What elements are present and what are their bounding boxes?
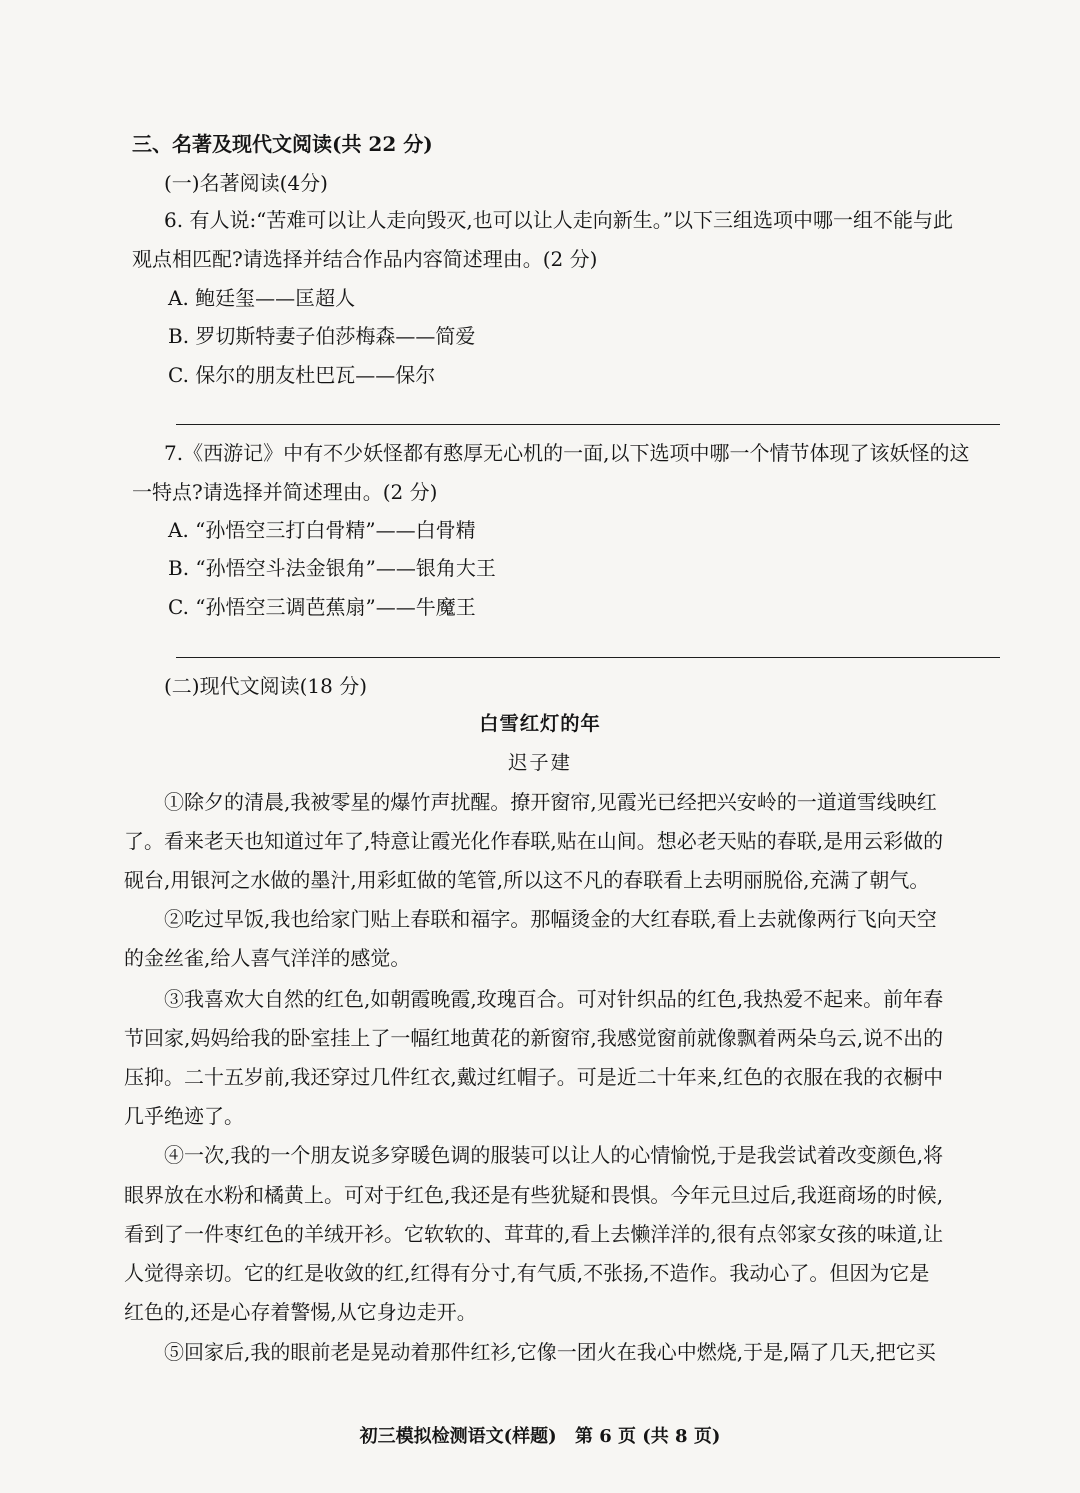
article-paragraph-3-line-1: ③我喜欢大自然的红色,如朝霞晚霞,玫瑰百合。可对针织品的红色,我热爱不起来。前年春 [164,987,944,1011]
q7-answer-line[interactable] [176,657,1000,658]
article-paragraph-1-line-1: ①除夕的清晨,我被零星的爆竹声扰醒。撩开窗帘,见霞光已经把兴安岭的一道道雪线映红 [164,790,937,814]
q7-option-a: A. “孙悟空三打白骨精”——白骨精 [168,518,476,542]
q7-option-b: B. “孙悟空斗法金银角”——银角大王 [168,556,496,580]
part1-heading: (一)名著阅读(4分) [164,171,328,195]
q6-text-line2: 观点相匹配?请选择并结合作品内容简述理由。(2 分) [132,247,598,271]
article-paragraph-1-line-2: 了。看来老天也知道过年了,特意让霞光化作春联,贴在山间。想必老天贴的春联,是用云彩做的 [124,829,944,853]
q6-text-line1: 6. 有人说:“苦难可以让人走向毁灭,也可以让人走向新生。”以下三组选项中哪一组不能与此 [164,208,953,232]
article-paragraph-4-line-1: ④一次,我的一个朋友说多穿暖色调的服装可以让人的心情愉悦,于是我尝试着改变颜色,将 [164,1143,944,1167]
footer-exam-title: 初三模拟检测语文(样题) [359,1426,557,1447]
q7-option-c: C. “孙悟空三调芭蕉扇”——牛魔王 [168,595,476,619]
q6-answer-line[interactable] [176,424,1000,425]
article-paragraph-4-line-4: 人觉得亲切。它的红是收敛的红,红得有分寸,有气质,不张扬,不造作。我动心了。但因为它是 [124,1261,930,1285]
article-paragraph-4-line-5: 红色的,还是心存着警惕,从它身边走开。 [124,1300,477,1324]
q7-text-line2: 一特点?请选择并简述理由。(2 分) [132,480,438,504]
article-paragraph-3-line-4: 几乎绝迹了。 [124,1104,244,1128]
part2-heading: (二)现代文阅读(18 分) [164,674,368,698]
article-paragraph-4-line-2: 眼界放在水粉和橘黄上。可对于红色,我还是有些犹疑和畏惧。今年元旦过后,我逛商场的时候, [124,1183,944,1207]
q7-text-line1: 7.《西游记》中有不少妖怪都有憨厚无心机的一面,以下选项中哪一个情节体现了该妖怪的这 [164,441,970,465]
article-paragraph-4-line-3: 看到了一件枣红色的羊绒开衫。它软软的、茸茸的,看上去懒洋洋的,很有点邻家女孩的味道,让 [124,1222,944,1246]
article-title: 白雪红灯的年 [479,712,601,735]
section-heading: 三、名著及现代文阅读(共 22 分) [132,132,433,156]
article-paragraph-1-line-3: 砚台,用银河之水做的墨汁,用彩虹做的笔管,所以这不凡的春联看上去明丽脱俗,充满了朝气。 [124,868,930,892]
q6-option-b: B. 罗切斯特妻子伯莎梅森——简爱 [168,324,476,348]
article-paragraph-2-line-2: 的金丝雀,给人喜气洋洋的感觉。 [124,946,411,970]
footer-page-number: 第 6 页 (共 8 页) [574,1426,721,1447]
q6-option-c: C. 保尔的朋友杜巴瓦——保尔 [168,363,436,387]
q6-option-a: A. 鲍廷玺——匡超人 [168,286,356,310]
article-paragraph-3-line-2: 节回家,妈妈给我的卧室挂上了一幅红地黄花的新窗帘,我感觉窗前就像飘着两朵乌云,说不出的 [124,1026,944,1050]
article-paragraph-2-line-1: ②吃过早饭,我也给家门贴上春联和福字。那幅烫金的大红春联,看上去就像两行飞向天空 [164,907,937,931]
article-paragraph-5-line-1: ⑤回家后,我的眼前老是晃动着那件红衫,它像一团火在我心中燃烧,于是,隔了几天,把它买 [164,1340,936,1364]
article-author: 迟子建 [508,751,572,774]
article-paragraph-3-line-3: 压抑。二十五岁前,我还穿过几件红衣,戴过红帽子。可是近二十年来,红色的衣服在我的衣橱中 [124,1065,944,1089]
page-footer [0,1424,1080,1450]
